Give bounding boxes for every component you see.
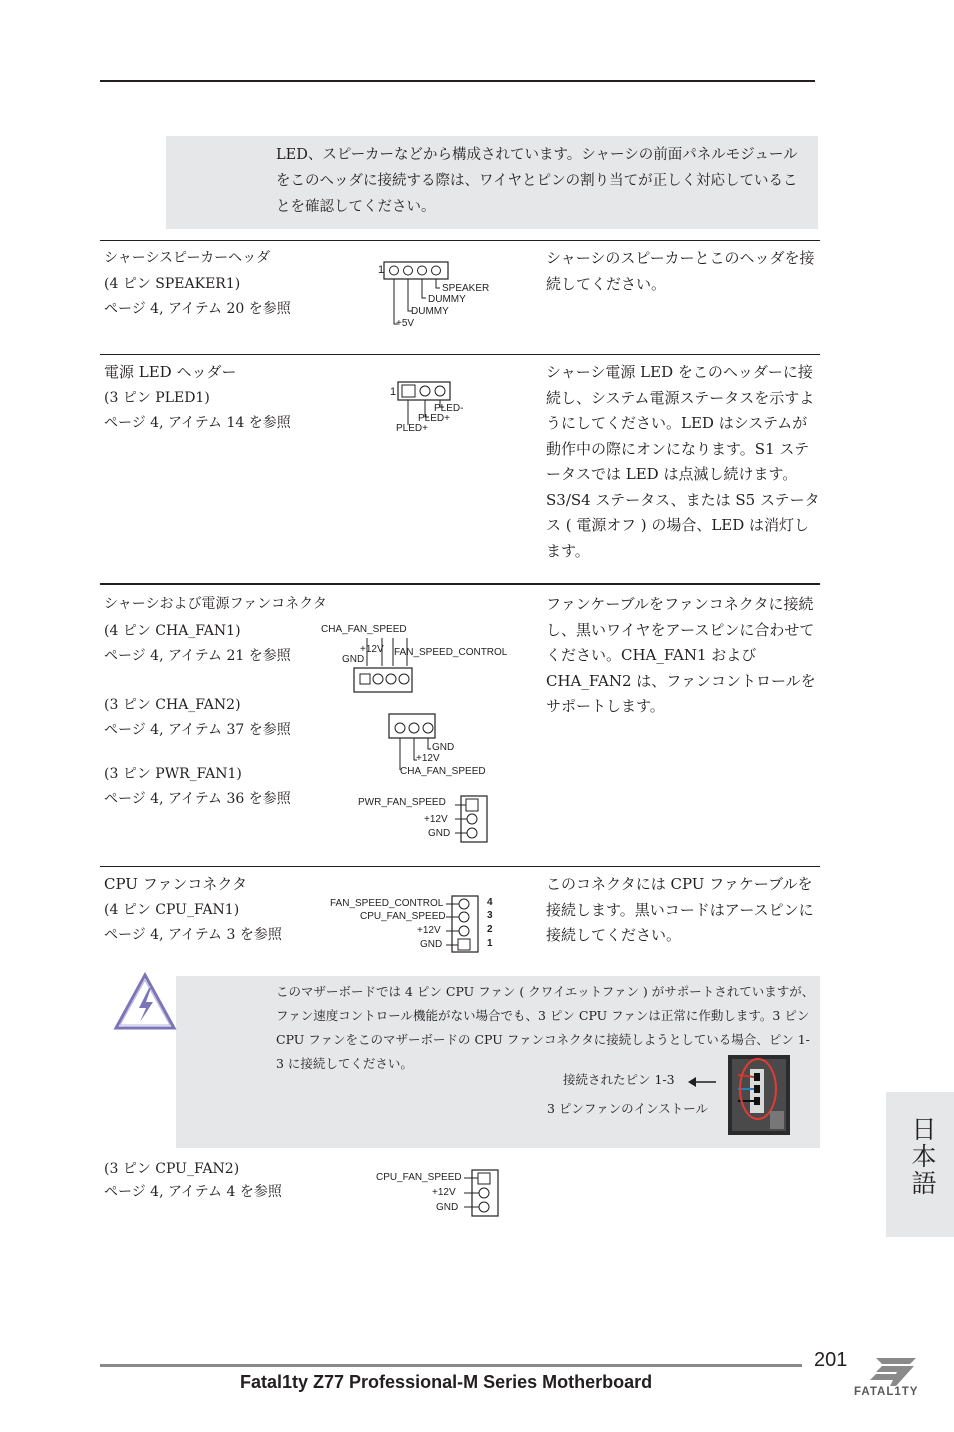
power-led-rule [100,354,820,355]
fan-title: シャーシおよび電源ファンコネクタ [104,596,327,612]
speaker-title: シャーシスピーカーヘッダ [104,250,271,266]
fan3-ref: ページ 4, アイテム 36 を参照 [104,791,291,807]
speaker-pin1-label: 1 [378,264,385,276]
cpu-fan-12v-label: +12V [417,925,441,936]
cpu-fan-pin2-number: 2 [487,924,493,935]
speaker-rule [100,240,820,241]
cha-fan1-12v-label: +12V [360,644,384,655]
pwr-fan-12v-label: +12V [424,814,448,825]
power-led-title: 電源 LED ヘッダー [104,363,237,381]
fatal1ty-logo [854,1354,930,1408]
fan1-ref: ページ 4, アイテム 21 を参照 [104,648,291,664]
fatal1ty-logo-text: FATAL1TY [854,1386,919,1398]
cpu-fan2-speed-label: CPU_FAN_SPEED [376,1172,462,1183]
cha-fan2-gnd-label: GND [432,742,455,753]
cpu-fan2-pins: (3 ピン CPU_FAN2) [104,1161,240,1177]
cpu-fan-pin3-number: 3 [487,910,493,921]
speaker-dummy2-label: DUMMY [411,306,449,317]
pwr-fan-connector [455,794,491,844]
cpu-fan-description: このコネクタには CPU ファケーブルを接続します。黒いコードはアースピンに接続してください。 [546,875,814,944]
fan-rule [100,583,820,585]
speaker-speaker-label: SPEAKER [442,283,490,294]
cpu-fan-pin1-number: 1 [487,938,493,949]
cpu-fan-rule [100,866,820,867]
footer-title: Fatal1ty Z77 Professional-M Series Motherboard [240,1372,653,1392]
page-number: 201 [814,1349,848,1371]
language-side-tab-label: 日本語 [908,1116,937,1197]
cha-fan2-12v-label: +12V [416,753,440,764]
cha-fan1-connector [350,634,420,696]
warning-note-text: このマザーボードでは 4 ピン CPU ファン ( クワイエットファン ) がサポートされていますが、ファン速度コントロール機能がない場合でも、3 ピン CPU ファンは正常に作動します。3 ピン CPU ファンをこのマザーボードの CPU ファンコネクタに接続しようとしている場合、ピン 1-3 に接続してください。 [276,984,815,1071]
pwr-fan-speed-label: PWR_FAN_SPEED [358,797,446,808]
cpu-fan1-connector [446,894,482,954]
cpu-fan2-gnd-label: GND [436,1202,459,1213]
footer-rule [100,1364,802,1367]
cha-fan-speed-label: CHA_FAN_SPEED [321,624,407,635]
fan-install-photo [728,1055,790,1135]
pled-plus1-label: PLED+ [418,413,450,424]
language-side-tab [886,1092,954,1237]
cpu-fan-speed-control-label: FAN_SPEED_CONTROL [330,898,444,909]
connected-pins-caption: 接続されたピン 1-3 [563,1072,675,1087]
fan2-pins: (3 ピン CHA_FAN2) [104,697,241,713]
power-led-ref: ページ 4, アイテム 14 を参照 [104,415,291,431]
fan-speed-control-label: FAN_SPEED_CONTROL [394,647,508,658]
cpu-fan-title: CPU ファンコネクタ [104,875,248,893]
pled-plus2-label: PLED+ [396,423,428,434]
speaker-dummy1-label: DUMMY [428,294,466,305]
fan2-ref: ページ 4, アイテム 37 を参照 [104,722,291,738]
speaker-ref: ページ 4, アイテム 20 を参照 [104,301,291,317]
cpu-fan2-connector [464,1168,502,1218]
speaker-5v-label: +5V [396,318,415,329]
fan-description: ファンケーブルをファンコネクタに接続し、黒いワイヤをアースピンに合わせてください。CHA_FAN1 および CHA_FAN2 は、ファンコントロールをサポートします。 [546,595,816,715]
cpu-fan2-12v-label: +12V [432,1187,456,1198]
cpu-fan-ref: ページ 4, アイテム 3 を参照 [104,927,282,943]
fan-install-caption: 3 ピンファンのインストール [547,1101,709,1116]
pwr-fan-gnd-label: GND [428,828,451,839]
power-led-description: シャーシ電源 LED をこのヘッダーに接続し、システム電源ステータスを示すようにしてください。LED はシステムが動作中の際にオンになります。S1 ステータスでは LED は点滅し続けます。S3/S4 ステータス、または S5 ステータス ( 電源オフ ) の場合、LED は消灯します。 [546,363,820,560]
cpu-fan-pin4-number: 4 [487,897,493,908]
fan3-pins: (3 ピン PWR_FAN1) [104,766,242,782]
fan1-pins: (4 ピン CHA_FAN1) [104,623,241,639]
cha-fan2-speed-label: CHA_FAN_SPEED [400,766,486,777]
pled-minus-label: PLED- [434,403,464,414]
power-led-pins: (3 ピン PLED1) [104,390,210,406]
cha-fan1-gnd-label: GND [342,654,365,665]
cpu-fan-speed-label: CPU_FAN_SPEED [360,911,446,922]
arrow-left-icon [688,1074,718,1088]
speaker-pins: (4 ピン SPEAKER1) [104,276,241,292]
intro-note-text: LED、スピーカーなどから構成されています。シャーシの前面パネルモジュールをこのヘッダに接続する際は、ワイヤとピンの割り当てが正しく対応していることを確認してください。 [276,147,798,215]
warning-icon [113,972,177,1032]
cpu-fan2-ref: ページ 4, アイテム 4 を参照 [104,1184,282,1200]
cpu-fan-gnd-label: GND [420,939,443,950]
cpu-fan-pins: (4 ピン CPU_FAN1) [104,902,240,918]
speaker-description: シャーシのスピーカーとこのヘッダを接続してください。 [546,249,815,293]
power-led-pin1-label: 1 [390,386,397,398]
top-rule [100,80,815,82]
